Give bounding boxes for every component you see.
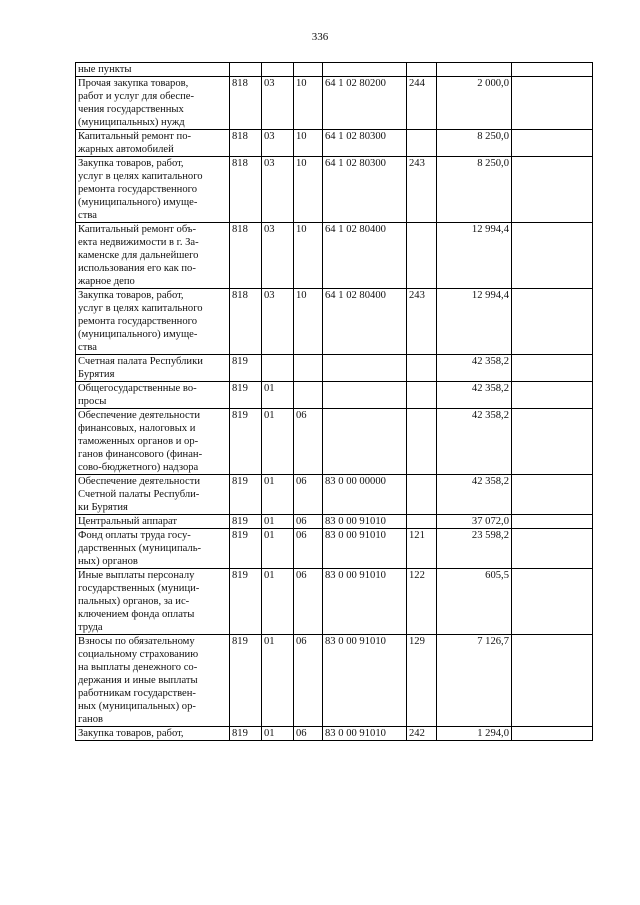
cell-amount: 605,5 — [437, 569, 512, 635]
cell-target-article: 83 0 00 91010 — [323, 635, 407, 727]
cell-amount: 37 072,0 — [437, 515, 512, 529]
cell-extra — [512, 475, 593, 515]
cell-extra — [512, 409, 593, 475]
cell-name: Счетная палата Республики Бурятия — [76, 355, 230, 382]
cell-name: Прочая закупка товаров, работ и услуг для обеспе- чения государственных (муниципальных) нужд — [76, 77, 230, 130]
cell-amount: 23 598,2 — [437, 529, 512, 569]
cell-amount — [437, 63, 512, 77]
cell-grbs: 819 — [230, 529, 262, 569]
cell-name: ные пункты — [76, 63, 230, 77]
cell-extra — [512, 63, 593, 77]
cell-subsection: 10 — [294, 223, 323, 289]
cell-name: Взносы по обязательному социальному страхованию на выплаты денежного со- держания и иные выплаты работникам государствен- ных (муниципальных) ор- ганов — [76, 635, 230, 727]
cell-extra — [512, 157, 593, 223]
cell-section: 03 — [262, 223, 294, 289]
cell-expense-type: 129 — [407, 635, 437, 727]
cell-target-article: 83 0 00 91010 — [323, 529, 407, 569]
cell-extra — [512, 515, 593, 529]
cell-amount: 8 250,0 — [437, 130, 512, 157]
cell-name: Центральный аппарат — [76, 515, 230, 529]
cell-expense-type — [407, 409, 437, 475]
cell-subsection: 06 — [294, 635, 323, 727]
cell-name: Закупка товаров, работ, услуг в целях капитального ремонта государственного (муниципального) имуще- ства — [76, 157, 230, 223]
cell-extra — [512, 569, 593, 635]
cell-section — [262, 63, 294, 77]
cell-grbs: 819 — [230, 727, 262, 741]
table-row — [76, 727, 593, 741]
cell-section: 03 — [262, 157, 294, 223]
cell-extra — [512, 289, 593, 355]
cell-expense-type: 121 — [407, 529, 437, 569]
cell-section: 03 — [262, 77, 294, 130]
cell-section: 01 — [262, 515, 294, 529]
cell-subsection: 06 — [294, 475, 323, 515]
cell-amount: 2 000,0 — [437, 77, 512, 130]
cell-expense-type — [407, 130, 437, 157]
cell-target-article: 64 1 02 80300 — [323, 157, 407, 223]
cell-subsection: 06 — [294, 529, 323, 569]
cell-name: Обеспечение деятельности Счетной палаты Республи- ки Бурятия — [76, 475, 230, 515]
table-row — [76, 157, 593, 223]
cell-extra — [512, 382, 593, 409]
cell-grbs: 819 — [230, 635, 262, 727]
cell-grbs: 818 — [230, 289, 262, 355]
cell-target-article — [323, 355, 407, 382]
cell-section: 01 — [262, 569, 294, 635]
cell-subsection: 06 — [294, 727, 323, 741]
cell-expense-type — [407, 355, 437, 382]
cell-subsection: 10 — [294, 157, 323, 223]
cell-subsection: 06 — [294, 409, 323, 475]
cell-section: 01 — [262, 727, 294, 741]
table-row — [76, 355, 593, 382]
cell-target-article: 83 0 00 91010 — [323, 727, 407, 741]
cell-expense-type: 242 — [407, 727, 437, 741]
cell-section — [262, 355, 294, 382]
table-row — [76, 515, 593, 529]
cell-target-article: 64 1 02 80300 — [323, 130, 407, 157]
cell-name: Закупка товаров, работ, — [76, 727, 230, 741]
cell-name: Иные выплаты персоналу государственных (муници- пальных) органов, за ис- ключением фонда оплаты труда — [76, 569, 230, 635]
cell-name: Закупка товаров, работ, услуг в целях капитального ремонта государственного (муниципального) имуще- ства — [76, 289, 230, 355]
cell-extra — [512, 223, 593, 289]
cell-target-article: 83 0 00 00000 — [323, 475, 407, 515]
cell-grbs: 818 — [230, 130, 262, 157]
cell-name: Фонд оплаты труда госу- дарственных (муниципаль- ных) органов — [76, 529, 230, 569]
cell-amount: 8 250,0 — [437, 157, 512, 223]
cell-target-article: 64 1 02 80200 — [323, 77, 407, 130]
cell-target-article: 83 0 00 91010 — [323, 569, 407, 635]
cell-amount: 1 294,0 — [437, 727, 512, 741]
cell-grbs: 818 — [230, 157, 262, 223]
cell-amount: 7 126,7 — [437, 635, 512, 727]
cell-grbs: 819 — [230, 475, 262, 515]
table-row — [76, 529, 593, 569]
cell-subsection: 06 — [294, 515, 323, 529]
cell-amount: 42 358,2 — [437, 355, 512, 382]
cell-expense-type: 244 — [407, 77, 437, 130]
cell-section: 01 — [262, 529, 294, 569]
cell-grbs: 819 — [230, 409, 262, 475]
table-row — [76, 289, 593, 355]
cell-target-article: 64 1 02 80400 — [323, 223, 407, 289]
cell-subsection: 10 — [294, 289, 323, 355]
cell-subsection: 06 — [294, 569, 323, 635]
table-row — [76, 635, 593, 727]
cell-amount: 42 358,2 — [437, 409, 512, 475]
table-row — [76, 223, 593, 289]
cell-extra — [512, 355, 593, 382]
cell-target-article: 64 1 02 80400 — [323, 289, 407, 355]
cell-expense-type: 243 — [407, 289, 437, 355]
cell-section: 03 — [262, 130, 294, 157]
cell-name: Общегосударственные во- просы — [76, 382, 230, 409]
cell-target-article — [323, 382, 407, 409]
cell-target-article — [323, 63, 407, 77]
cell-grbs: 818 — [230, 77, 262, 130]
cell-extra — [512, 130, 593, 157]
cell-subsection: 10 — [294, 77, 323, 130]
cell-subsection: 10 — [294, 130, 323, 157]
cell-section: 01 — [262, 409, 294, 475]
cell-grbs: 819 — [230, 382, 262, 409]
cell-amount: 42 358,2 — [437, 475, 512, 515]
table-row — [76, 382, 593, 409]
cell-extra — [512, 529, 593, 569]
table-row — [76, 77, 593, 130]
cell-name: Капитальный ремонт по- жарных автомобилей — [76, 130, 230, 157]
cell-name: Обеспечение деятельности финансовых, налоговых и таможенных органов и ор- ганов финансового (финан- сово-бюджетного) надзора — [76, 409, 230, 475]
cell-expense-type — [407, 382, 437, 409]
table-row — [76, 130, 593, 157]
table-row — [76, 409, 593, 475]
cell-grbs: 819 — [230, 515, 262, 529]
cell-grbs — [230, 63, 262, 77]
cell-grbs: 819 — [230, 569, 262, 635]
cell-expense-type — [407, 223, 437, 289]
cell-subsection — [294, 382, 323, 409]
cell-section: 01 — [262, 635, 294, 727]
cell-amount: 42 358,2 — [437, 382, 512, 409]
table-row — [76, 569, 593, 635]
cell-expense-type: 243 — [407, 157, 437, 223]
cell-target-article — [323, 409, 407, 475]
cell-grbs: 819 — [230, 355, 262, 382]
table-row — [76, 63, 593, 77]
cell-target-article: 83 0 00 91010 — [323, 515, 407, 529]
cell-extra — [512, 635, 593, 727]
cell-section: 01 — [262, 475, 294, 515]
cell-extra — [512, 727, 593, 741]
cell-expense-type — [407, 63, 437, 77]
cell-expense-type — [407, 515, 437, 529]
cell-amount: 12 994,4 — [437, 223, 512, 289]
cell-section: 03 — [262, 289, 294, 355]
cell-subsection — [294, 63, 323, 77]
cell-amount: 12 994,4 — [437, 289, 512, 355]
table-row — [76, 475, 593, 515]
cell-expense-type — [407, 475, 437, 515]
cell-grbs: 818 — [230, 223, 262, 289]
cell-extra — [512, 77, 593, 130]
page-number: 336 — [311, 31, 329, 43]
cell-expense-type: 122 — [407, 569, 437, 635]
cell-subsection — [294, 355, 323, 382]
cell-section: 01 — [262, 382, 294, 409]
budget-table — [75, 62, 593, 741]
cell-name: Капитальный ремонт объ- екта недвижимости в г. За- каменске для дальнейшего использования его как по- жарное депо — [76, 223, 230, 289]
